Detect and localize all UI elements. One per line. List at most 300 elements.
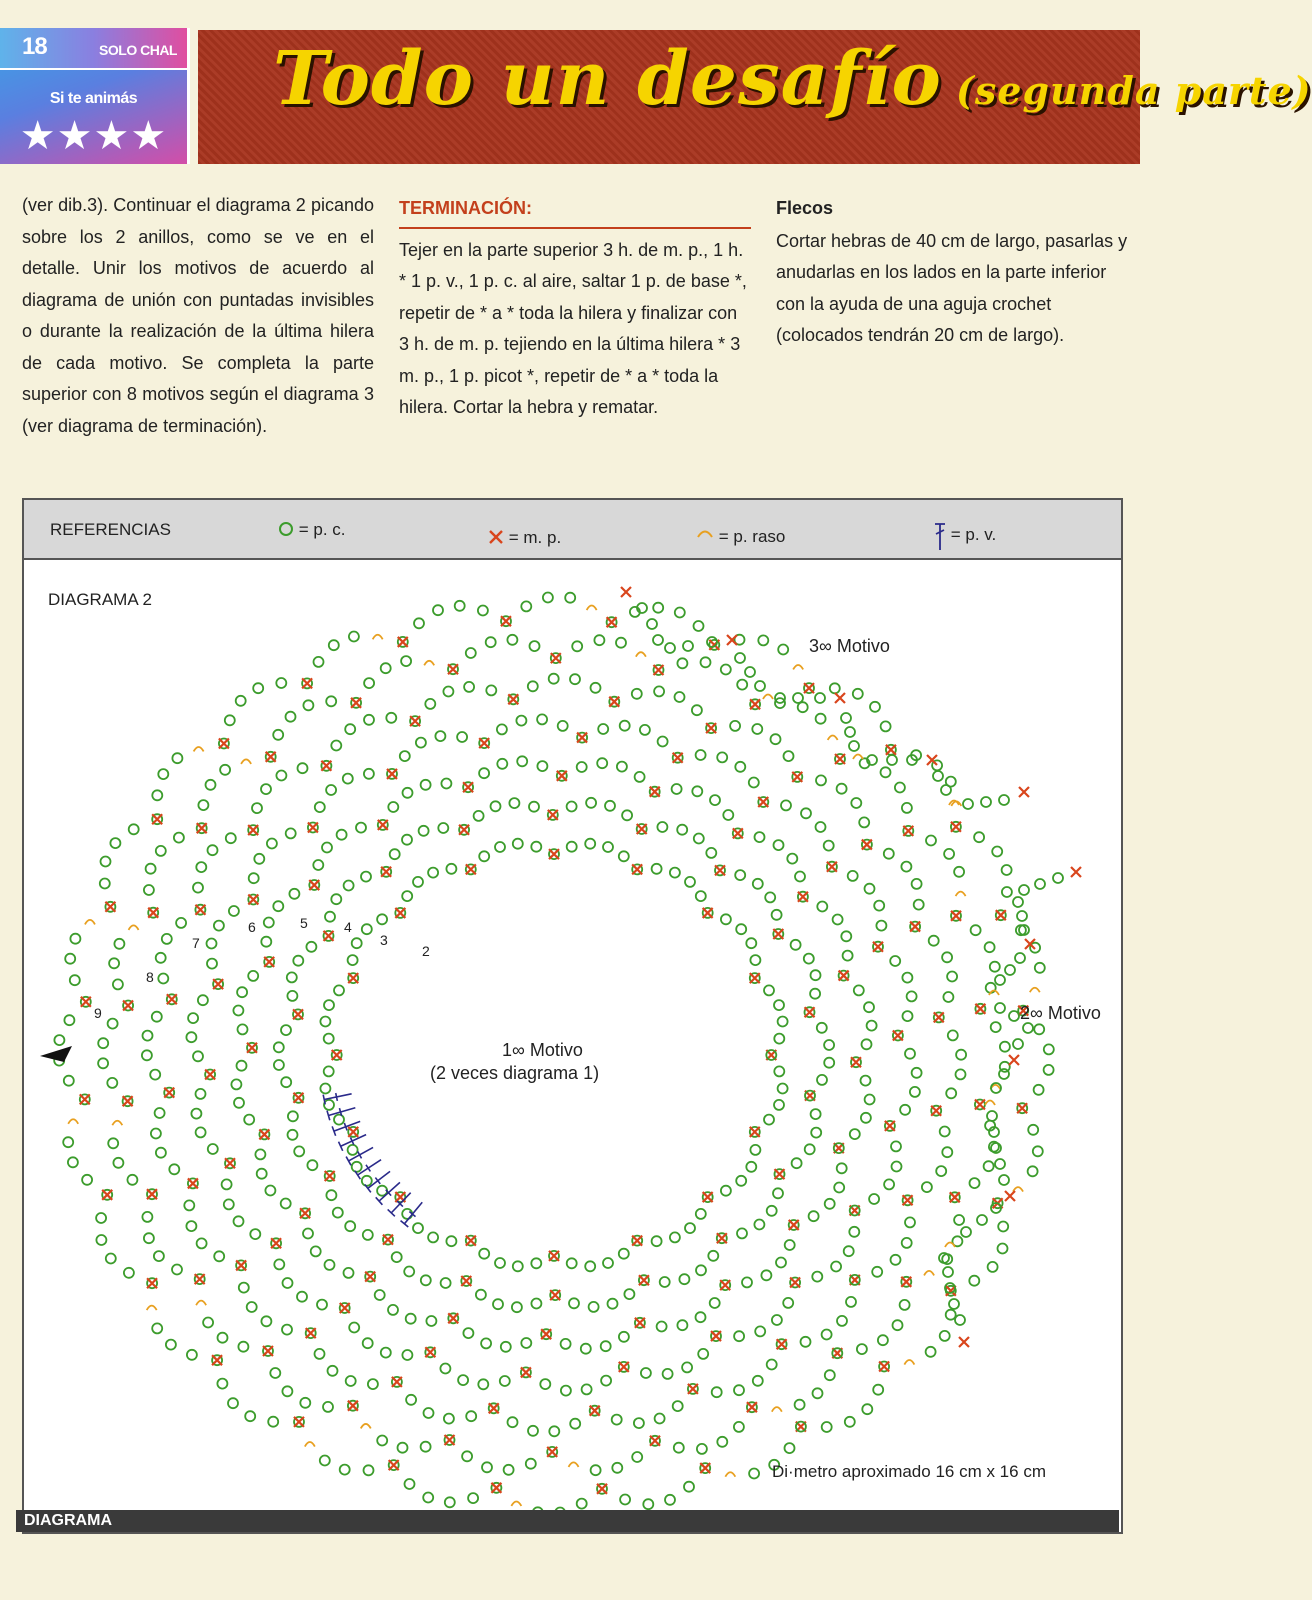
chain-stitch [531,1299,541,1309]
chain-stitch [815,693,825,703]
single-crochet [123,1001,133,1011]
chain-stitch [476,1290,486,1300]
single-crochet [489,1403,499,1413]
chain-stitch [129,824,139,834]
chain-stitch [679,1274,689,1284]
chain-stitch [862,1039,872,1049]
chain-stitch [144,1233,154,1243]
slip-stitch [904,1360,914,1365]
chain-stitch [974,832,984,842]
chain-stitch [220,765,230,775]
chain-stitch [653,603,663,613]
single-crochet [348,973,358,983]
chain-stitch [257,1169,267,1179]
single-crochet [1017,1103,1027,1113]
chain-stitch [307,1160,317,1170]
chain-stitch [273,901,283,911]
chain-stitch [824,1040,834,1050]
single-crochet [632,864,642,874]
chain-stitch [940,1331,950,1341]
legend-item-dc [934,522,996,552]
chain-stitch [176,918,186,928]
chain-stitch [228,1398,238,1408]
chain-stitch [348,955,358,965]
chain-stitch [239,1283,249,1293]
chain-stitch [446,1236,456,1246]
single-crochet [395,908,405,918]
diagram-title: DIAGRAMA 2 [48,590,152,609]
chain-stitch [497,724,507,734]
chain-stitch [521,601,531,611]
chain-stitch [755,681,765,691]
chain-stitch [238,1342,248,1352]
single-crochet [212,1355,222,1365]
chain-stitch [912,879,922,889]
chain-stitch [947,972,957,982]
chain-stitch [528,681,538,691]
chain-stitch [208,845,218,855]
chain-stitch [297,1292,307,1302]
chain-stitch [286,828,296,838]
chain-stitch [824,1058,834,1068]
chain-stitch [268,1417,278,1427]
circle-icon [278,521,294,537]
chain-stitch [288,1130,298,1140]
chain-stitch [433,605,443,615]
slip-stitch [569,1462,579,1467]
chain-stitch [345,1221,355,1231]
chain-stitch [320,1084,330,1094]
chain-stitch [512,1302,522,1312]
chain-stitch [478,1379,488,1389]
single-crochet [609,697,619,707]
chain-stitch [809,1211,819,1221]
chain-stitch [362,924,372,934]
chain-stitch [537,761,547,771]
chain-stitch [322,843,332,853]
chain-stitch [999,795,1009,805]
chain-stitch [113,979,123,989]
chain-stitch [1000,1042,1010,1052]
chain-stitch [495,1258,505,1268]
chain-stitch [206,780,216,790]
chain-stitch [605,801,615,811]
chain-stitch [872,1267,882,1277]
chain-stitch [158,974,168,984]
chain-stitch [902,1238,912,1248]
chain-stitch [753,1376,763,1386]
chain-stitch [955,1315,965,1325]
chain-stitch [845,1417,855,1427]
chain-stitch [158,769,168,779]
chain-stitch [717,752,727,762]
title-main: Todo un desafío [273,36,942,122]
chain-stitch [995,1159,1005,1169]
chain-stitch [708,1251,718,1261]
single-crochet [549,1251,559,1261]
chain-stitch [577,1499,587,1509]
chain-stitch [684,1482,694,1492]
single-crochet [195,905,205,915]
chain-stitch [900,1105,910,1115]
chain-stitch [188,1013,198,1023]
chain-stitch [736,924,746,934]
chain-stitch [156,953,166,963]
single-crochet [479,738,489,748]
chain-stitch [1035,963,1045,973]
chain-stitch [114,939,124,949]
chain-stitch [949,1299,959,1309]
chain-stitch [421,1275,431,1285]
chain-stitch [970,1178,980,1188]
row-number: 8 [146,969,154,985]
chain-stitch [346,1376,356,1386]
chain-stitch [491,801,501,811]
chain-stitch [652,864,662,874]
chain-stitch [721,914,731,924]
chain-stitch [486,637,496,647]
single-crochet [975,1099,985,1109]
chain-stitch [864,1002,874,1012]
chain-stitch [414,618,424,628]
column-2 [399,193,751,424]
chain-stitch [274,1060,284,1070]
chain-stitch [977,1215,987,1225]
single-crochet [959,1337,969,1347]
single-crochet [632,1236,642,1246]
chain-stitch [306,942,316,952]
chain-stitch [577,762,587,772]
single-crochet [557,771,567,781]
single-crochet [263,1346,273,1356]
chain-stitch [969,1276,979,1286]
chain-stitch [405,1479,415,1489]
single-crochet [805,1007,815,1017]
single-crochet [271,1238,281,1248]
chain-stitch [816,822,826,832]
chain-stitch [446,864,456,874]
chain-stitch [597,758,607,768]
chain-stitch [601,1376,611,1386]
arc-icon [696,526,714,540]
single-crochet [650,787,660,797]
chain-stitch [184,1200,194,1210]
chain-stitch [364,715,374,725]
chain-stitch [110,838,120,848]
chain-stitch [787,854,797,864]
chain-stitch [345,724,355,734]
chain-stitch [640,725,650,735]
single-crochet [381,867,391,877]
chain-stitch [816,775,826,785]
chain-stitch [493,1299,503,1309]
single-crochet [700,1463,710,1473]
chain-stitch [294,1146,304,1156]
single-crochet [758,797,768,807]
chain-stitch [276,678,286,688]
chain-stitch [985,942,995,952]
chain-stitch [364,1465,374,1475]
chain-stitch [767,1206,777,1216]
chain-stitch [549,674,559,684]
chain-stitch [601,1341,611,1351]
single-crochet [466,864,476,874]
chain-stitch [196,862,206,872]
single-crochet [293,1093,303,1103]
chain-stitch [641,1368,651,1378]
chain-stitch [817,902,827,912]
chain-stitch [874,901,884,911]
chain-stitch [509,798,519,808]
chain-stitch [537,714,547,724]
chain-stitch [685,877,695,887]
single-crochet [950,1192,960,1202]
motif-3-fragment [621,587,1029,809]
single-crochet [733,828,743,838]
chain-stitch [841,931,851,941]
chain-stitch [764,1115,774,1125]
single-crochet [80,1094,90,1104]
motif-1-label: 1∞ Motivo [502,1040,583,1060]
motif-1-note: (2 veces diagrama 1) [430,1063,600,1083]
single-crochet [188,1178,198,1188]
single-crochet [541,1329,551,1339]
slip-stitch [147,1306,157,1311]
chain-stitch [603,842,613,852]
chain-stitch [424,1408,434,1418]
chain-stitch [198,995,208,1005]
chain-stitch [772,910,782,920]
single-crochet [378,820,388,830]
chain-stitch [333,1208,343,1218]
chain-stitch [677,825,687,835]
single-crochet [873,942,883,952]
chain-stitch [878,1335,888,1345]
chain-stitch [665,643,675,653]
single-crochet [293,1009,303,1019]
chain-stitch [586,798,596,808]
single-crochet [247,1043,257,1053]
chain-stitch [402,835,412,845]
chain-stitch [603,1258,613,1268]
chain-stitch [944,849,954,859]
chain-stitch [753,879,763,889]
chain-stitch [324,1000,334,1010]
chain-stitch [245,1411,255,1421]
chain-stitch [683,641,693,651]
chain-stitch [737,1228,747,1238]
row-number: 2 [422,943,430,959]
chain-stitch [146,864,156,874]
chain-stitch [281,1077,291,1087]
single-crochet [547,1447,557,1457]
chain-stitch [248,971,258,981]
chain-stitch [765,892,775,902]
chain-stitch [696,1312,706,1322]
chain-stitch [831,1262,841,1272]
column-1 [22,190,374,442]
slip-stitch [424,661,434,666]
chain-stitch [773,1188,783,1198]
chain-stitch [749,1469,759,1479]
chain-stitch [854,985,864,995]
chain-stitch [1019,885,1029,895]
chain-stitch [196,1127,206,1137]
chain-stitch [706,848,716,858]
row-number: 4 [344,919,352,935]
chain-stitch [303,700,313,710]
slip-stitch [924,1271,934,1276]
chain-stitch [466,1411,476,1421]
chain-stitch [349,1323,359,1333]
chain-stitch [822,1422,832,1432]
chain-stitch [320,1456,330,1466]
chain-stitch [1034,1085,1044,1095]
chain-stitch [325,1260,335,1270]
chain-stitch [813,1388,823,1398]
chain-stitch [298,763,308,773]
chain-stitch [675,692,685,702]
single-crochet [123,1096,133,1106]
slip-stitch [985,1101,995,1106]
single-crochet [1071,867,1081,877]
chain-stitch [905,1217,915,1227]
chain-stitch [390,849,400,859]
chain-stitch [152,1012,162,1022]
chain-stitch [1013,897,1023,907]
chain-stitch [632,689,642,699]
chain-stitch [570,1419,580,1429]
single-crochet [934,1012,944,1022]
legend-label-slip: = p. raso [718,527,786,546]
slip-stitch [828,735,838,740]
single-crochet [197,823,207,833]
chain-stitch [349,632,359,642]
chain-stitch [764,985,774,995]
chain-stitch [848,871,858,881]
row-number: 3 [380,932,388,948]
single-crochet [717,1233,727,1243]
chain-stitch [891,1141,901,1151]
chain-stitch [287,991,297,1001]
chain-stitch [63,1137,73,1147]
chain-stitch [186,1032,196,1042]
single-crochet [389,1460,399,1470]
single-crochet [463,782,473,792]
chain-stitch [444,1414,454,1424]
chain-stitch [558,721,568,731]
chain-stitch [315,1349,325,1359]
chain-stitch [107,1078,117,1088]
chain-stitch [612,1415,622,1425]
single-crochet [773,929,783,939]
chain-stitch [282,1325,292,1335]
chain-stitch [325,912,335,922]
chain-stitch [364,678,374,688]
chain-stitch [326,696,336,706]
chain-stitch [914,900,924,910]
chain-stitch [900,1300,910,1310]
chain-stitch [647,619,657,629]
chain-stitch [612,1463,622,1473]
single-crochet [306,1328,316,1338]
chain-stitch [398,1443,408,1453]
chain-stitch [811,1128,821,1138]
chain-stitch [1034,1024,1044,1034]
chain-stitch [884,849,894,859]
crochet-diagram [24,560,1121,1532]
chain-stitch [428,868,438,878]
chain-stitch [155,1108,165,1118]
single-crochet [105,902,115,912]
chain-stitch [162,934,172,944]
chain-stitch [956,1050,966,1060]
single-crochet [321,761,331,771]
chain-stitch [521,1338,531,1348]
chain-stitch [783,1298,793,1308]
single-crochet [213,979,223,989]
chain-stitch [635,772,645,782]
chain-stitch [902,973,912,983]
chain-stitch [482,1462,492,1472]
chain-stitch [283,1278,293,1288]
chain-stitch [352,1162,362,1172]
chain-stitch [361,872,371,882]
chain-stitch [463,1328,473,1338]
slip-stitch [68,1119,78,1124]
single-crochet [521,1367,531,1377]
single-crochet [750,699,760,709]
chain-stitch [438,823,448,833]
chain-stitch [876,921,886,931]
chain-stitch [282,1386,292,1396]
single-crochet [491,1483,501,1493]
chain-stitch [734,1385,744,1395]
chain-stitch [784,751,794,761]
chain-stitch [682,1362,692,1372]
chain-stitch [156,1148,166,1158]
chain-stitch [565,593,575,603]
chain-stitch [696,1265,706,1275]
chain-stitch [995,1003,1005,1013]
chain-stitch [837,784,847,794]
single-crochet [248,825,258,835]
chain-stitch [585,839,595,849]
chain-stitch [620,1495,630,1505]
chain-stitch [328,1366,338,1376]
chain-stitch [479,851,489,861]
chain-stitch [233,1006,243,1016]
chain-stitch [745,667,755,677]
chain-stitch [657,822,667,832]
chain-stitch [377,914,387,924]
single-crochet [597,1484,607,1494]
legend-title: REFERENCIAS [50,520,171,539]
chain-stitch [255,1149,265,1159]
chain-stitch [207,959,217,969]
chain-stitch [98,1058,108,1068]
chain-stitch [567,842,577,852]
cross-icon [488,529,504,545]
chain-stitch [530,641,540,651]
motif-3-label: 3∞ Motivo [809,636,890,656]
chain-stitch [963,799,973,809]
chain-stitch [774,1066,784,1076]
chain-stitch [849,741,859,751]
chain-stitch [825,1370,835,1380]
page-number: 18 [22,33,47,60]
chain-stitch [152,790,162,800]
